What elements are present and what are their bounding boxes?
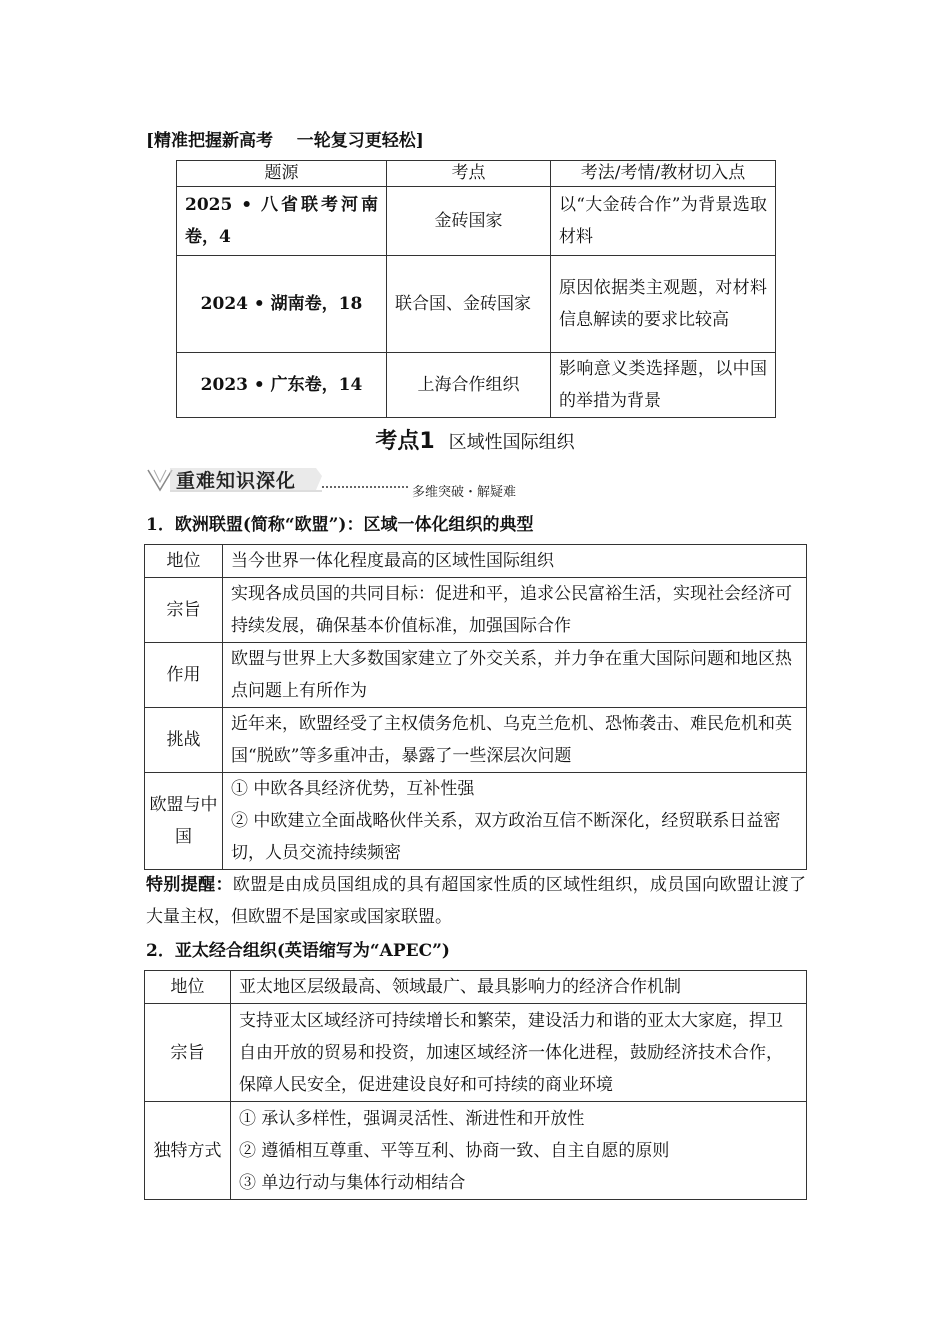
page-heading [146,126,424,151]
cell-point: 上海合作组织 [387,353,551,418]
row-value [231,1102,807,1200]
table-row [177,256,776,353]
table-row [145,545,807,578]
cell-point: 联合国、金砖国家 [387,256,551,353]
heading-right: 一轮复习更轻松] [296,131,424,151]
row-key: 作用 [145,643,223,708]
table-row [145,708,807,773]
table-row [177,353,776,418]
table-row [177,187,776,256]
column-header-source: 题源 [177,161,387,187]
cell-method: 影响意义类选择题，以中国的举措为背景 [551,353,776,418]
kaodian-label: 考点1 [375,429,435,454]
cell-method: 以“大金砖合作”为背景选取材料 [551,187,776,256]
eu-table [144,544,807,870]
cell-point: 金砖国家 [387,187,551,256]
row-key: 地位 [145,545,223,578]
kaodian-title: 区域性国际组织 [448,432,575,453]
row-key: 宗旨 [145,578,223,643]
section-heading-eu: 1．欧洲联盟(简称“欧盟”)：区域一体化组织的典型 [146,515,534,535]
row-value: 实现各成员国的共同目标：促进和平，追求公民富裕生活，实现社会经济可持续发展，确保基本价值标准，加强国际合作 [223,578,807,643]
unique-point-1: ① 承认多样性，强调灵活性、渐进性和开放性 [239,1108,585,1129]
row-value: 支持亚太区域经济可持续增长和繁荣，建设活力和谐的亚太大家庭，捍卫自由开放的贸易和投资，加速区域经济一体化进程，鼓励经济技术合作，保障人民安全，促进建设良好和可持续的商业环境 [231,1004,807,1102]
apec-table [144,970,807,1200]
row-key: 挑战 [145,708,223,773]
unique-point-3: ③ 单边行动与集体行动相结合 [239,1172,466,1193]
note-lead: 特别提醒： [146,875,233,895]
column-header-method: 考法/考情/教材切入点 [551,161,776,187]
banner-dotted-line [322,486,408,488]
row-value: 欧盟与世界上大多数国家建立了外交关系，并力争在重大国际问题和地区热点问题上有所作为 [223,643,807,708]
column-header-point: 考点 [387,161,551,187]
row-value: 近年来，欧盟经受了主权债务危机、乌克兰危机、恐怖袭击、难民危机和英国“脱欧”等多重冲击，暴露了一些深层次问题 [223,708,807,773]
row-key: 欧盟与中国 [145,773,223,870]
cell-source: 2024 • 湖南卷，18 [177,256,387,353]
table-row [145,773,807,870]
table-header-row [177,161,776,187]
row-value: 当今世界一体化程度最高的区域性国际组织 [223,545,807,578]
exam-source-table [176,160,776,418]
table-row [145,1004,807,1102]
table-row [145,1102,807,1200]
row-key: 独特方式 [145,1102,231,1200]
cell-source: 2025 • 八省联考河南卷，4 [177,187,387,256]
row-value [223,773,807,870]
table-row [145,971,807,1004]
banner-subtitle: 多维突破・解疑难 [412,485,517,500]
cell-method: 原因依据类主观题，对材料信息解读的要求比较高 [551,256,776,353]
cell-source: 2023 • 广东卷，14 [177,353,387,418]
row-key: 地位 [145,971,231,1004]
special-note [146,869,806,933]
banner-title: 重难知识深化 [176,470,297,492]
heading-left: [精准把握新高考 [146,131,274,151]
table-row [145,578,807,643]
eu-china-point-1: ① 中欧各具经济优势，互补性强 [231,779,475,799]
row-key: 宗旨 [145,1004,231,1102]
section-title [0,424,950,455]
row-value: 亚太地区层级最高、领域最广、最具影响力的经济合作机制 [231,971,807,1004]
note-body: 欧盟是由成员国组成的具有超国家性质的区域性组织，成员国向欧盟让渡了大量主权，但欧盟不是国家或国家联盟。 [146,875,807,927]
table-row [145,643,807,708]
unique-point-2: ② 遵循相互尊重、平等互利、协商一致、自主自愿的原则 [239,1140,670,1161]
section-heading-apec: 2．亚太经合组织(英语缩写为“APEC”) [146,941,450,961]
eu-china-point-2: ② 中欧建立全面战略伙伴关系，双方政治互信不断深化，经贸联系日益密切，人员交流持续频密 [231,811,781,863]
